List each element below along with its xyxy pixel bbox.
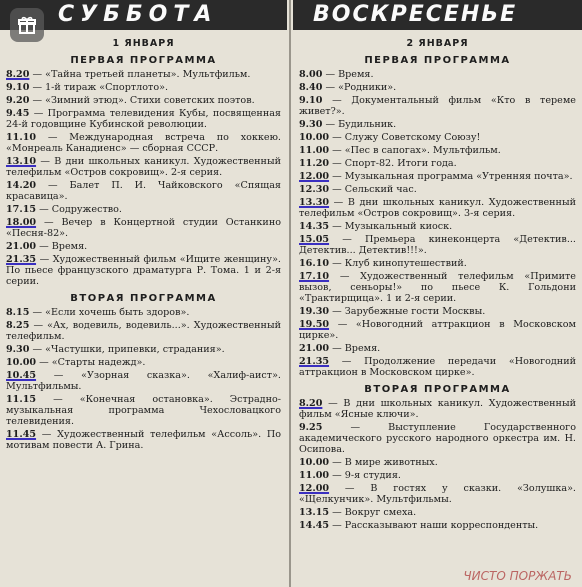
schedule-entry — [6, 95, 281, 106]
entry-description: — «Конечная остановка». Эстрадно-музыкальная программа Чехословацкого телевидения. — [6, 394, 281, 427]
program-list — [293, 69, 582, 378]
day-banner: СУББОТА — [0, 0, 287, 30]
entry-description: — В гостях у сказки. «Золушка». «Щелкунчик». Мультфильмы. — [299, 483, 576, 505]
entry-description: — Выступление Государственного академического русского народного оркестра им. Н. Осипова. — [299, 422, 576, 455]
entry-time: 13.15 — [299, 507, 330, 518]
entry-time: 9.25 — [299, 422, 323, 433]
entry-time: 9.30 — [6, 344, 30, 355]
entry-description: — Время. — [332, 343, 381, 354]
entry-time: 10.00 — [299, 457, 330, 468]
entry-time: 9.30 — [299, 119, 323, 130]
program-heading: ПЕРВАЯ ПРОГРАММА — [70, 55, 217, 66]
entry-time: 13.30 — [299, 197, 330, 208]
schedule-entry — [6, 320, 281, 342]
entry-time: 8.20 — [6, 69, 30, 80]
schedule-entry — [299, 507, 576, 518]
entry-description: — Сельский час. — [332, 184, 417, 195]
entry-description: — В дни школьных каникул. Художественный фильм «Ясные ключи». — [299, 398, 576, 420]
entry-time: 12.00 — [299, 483, 330, 494]
schedule-entry — [299, 197, 576, 219]
watermark: ЧИСТО ПОРЖАТЬ — [463, 569, 572, 583]
entry-description: — Продолжение передачи «Новогодний аттракцион в Московском цирке». — [299, 356, 576, 378]
program-list — [293, 398, 582, 531]
entry-description: — Международная встреча по хоккею. «Монреаль Канадиенс» — сборная СССР. — [6, 132, 281, 154]
schedule-entry — [299, 483, 576, 505]
saturday-column — [0, 0, 287, 587]
entry-time: 9.45 — [6, 108, 30, 119]
schedule-entry — [299, 119, 576, 130]
entry-time: 17.10 — [299, 271, 330, 282]
schedule-entry — [6, 241, 281, 252]
entry-time: 14.20 — [6, 180, 37, 191]
entry-description: — Музыкальная программа «Утренняя почта». — [332, 171, 573, 182]
schedule-entry — [299, 343, 576, 354]
entry-time: 11.00 — [299, 145, 330, 156]
schedule-entry — [299, 158, 576, 169]
schedule-entry — [299, 422, 576, 455]
entry-description: — Будильник. — [325, 119, 397, 130]
schedule-entry — [299, 184, 576, 195]
entry-time: 12.30 — [299, 184, 330, 195]
entry-description: — 9-я студия. — [332, 470, 401, 481]
entry-time: 14.35 — [299, 221, 330, 232]
entry-description: — Вечер в Концертной студии Останкино «Песня-82». — [6, 217, 281, 239]
schedule-entry — [6, 82, 281, 93]
entry-description: — Документальный фильм «Кто в тереме живет?». — [299, 95, 576, 117]
entry-description: — Спорт-82. Итоги года. — [332, 158, 457, 169]
entry-description: — Вокруг смеха. — [332, 507, 417, 518]
schedule-entry — [299, 398, 576, 420]
entry-time: 21.35 — [299, 356, 330, 367]
entry-time: 11.45 — [6, 429, 37, 440]
entry-time: 10.45 — [6, 370, 37, 381]
schedule-entry — [299, 258, 576, 269]
date-heading: 2 ЯНВАРЯ — [406, 38, 469, 49]
entry-description: — Клуб кинопутешествий. — [332, 258, 467, 269]
entry-time: 9.20 — [6, 95, 30, 106]
entry-description: — В дни школьных каникул. Художественный телефильм «Остров сокровищ». 2-я серия. — [6, 156, 281, 178]
entry-description: — «Новогодний аттракцион в Московском цирке». — [299, 319, 576, 341]
column-divider — [289, 0, 291, 587]
entry-time: 8.25 — [6, 320, 30, 331]
schedule-entry — [6, 69, 281, 80]
program-heading: ПЕРВАЯ ПРОГРАММА — [364, 55, 511, 66]
entry-time: 8.40 — [299, 82, 323, 93]
entry-description: — Художественный фильм «Ищите женщину». По пьесе французского драматурга Р. Тома. 1 и 2-я серии. — [6, 254, 281, 287]
entry-description: — 1-й тираж «Спортлото». — [32, 82, 169, 93]
entry-description: — «Ах, водевиль, водевиль...». Художественный телефильм. — [6, 320, 281, 342]
entry-description: — Время. — [325, 69, 374, 80]
schedule-entry — [299, 82, 576, 93]
entry-time: 21.00 — [299, 343, 330, 354]
entry-time: 17.15 — [6, 204, 37, 215]
schedule-entry — [299, 145, 576, 156]
program-list — [0, 307, 287, 451]
day-banner: ВОСКРЕСЕНЬЕ — [293, 0, 582, 30]
schedule-entry — [299, 356, 576, 378]
entry-description: — «Узорная сказка». «Халиф-аист». Мультфильмы. — [6, 370, 281, 392]
entry-time: 16.10 — [299, 258, 330, 269]
schedule-entry — [6, 307, 281, 318]
schedule-entry — [299, 457, 576, 468]
entry-time: 15.05 — [299, 234, 330, 245]
date-heading: 1 ЯНВАРЯ — [112, 38, 175, 49]
schedule-entry — [6, 108, 281, 130]
entry-time: 11.00 — [299, 470, 330, 481]
schedule-entry — [299, 69, 576, 80]
entry-description: — Рассказывают наши корреспонденты. — [332, 520, 539, 531]
schedule-entry — [6, 370, 281, 392]
entry-description: — «Если хочешь быть здоров». — [32, 307, 190, 318]
entry-description: — В дни школьных каникул. Художественный телефильм «Остров сокровищ». 3-я серия. — [299, 197, 576, 219]
entry-description: — «Пес в сапогах». Мультфильм. — [332, 145, 501, 156]
schedule-entry — [6, 344, 281, 355]
schedule-entry — [6, 180, 281, 202]
schedule-entry — [6, 132, 281, 154]
schedule-entry — [299, 306, 576, 317]
entry-description: — «Зимний этюд». Стихи советских поэтов. — [32, 95, 255, 106]
schedule-entry — [299, 95, 576, 117]
entry-time: 10.00 — [299, 132, 330, 143]
schedule-entry — [6, 357, 281, 368]
program-heading: ВТОРАЯ ПРОГРАММА — [70, 293, 217, 304]
entry-time: 9.10 — [299, 95, 323, 106]
schedule-entry — [299, 520, 576, 531]
entry-time: 8.00 — [299, 69, 323, 80]
entry-time: 11.10 — [6, 132, 37, 143]
schedule-entry — [6, 156, 281, 178]
entry-description: — Содружество. — [39, 204, 122, 215]
schedule-entry — [299, 470, 576, 481]
schedule-entry — [299, 221, 576, 232]
sunday-column — [293, 0, 582, 587]
entry-description: — «Старты надежд». — [39, 357, 146, 368]
gift-icon[interactable] — [10, 8, 44, 42]
entry-time: 9.10 — [6, 82, 30, 93]
entry-time: 10.00 — [6, 357, 37, 368]
entry-time: 8.20 — [299, 398, 323, 409]
schedule-entry — [299, 171, 576, 182]
entry-time: 19.50 — [299, 319, 330, 330]
entry-description: — Служу Советскому Союзу! — [332, 132, 481, 143]
entry-description: — «Родники». — [325, 82, 397, 93]
program-heading: ВТОРАЯ ПРОГРАММА — [364, 384, 511, 395]
entry-time: 12.00 — [299, 171, 330, 182]
entry-time: 11.15 — [6, 394, 37, 405]
entry-time: 13.10 — [6, 156, 37, 167]
entry-description: — «Частушки, припевки, страдания». — [32, 344, 225, 355]
schedule-entry — [6, 429, 281, 451]
schedule-entry — [6, 204, 281, 215]
entry-time: 14.45 — [299, 520, 330, 531]
entry-description: — Зарубежные гости Москвы. — [332, 306, 486, 317]
entry-time: 21.35 — [6, 254, 37, 265]
entry-description: — Программа телевидения Кубы, посвященная 24-й годовщине Кубинской революции. — [6, 108, 281, 130]
schedule-entry — [299, 271, 576, 304]
entry-description: — Балет П. И. Чайковского «Спящая красавица». — [6, 180, 281, 202]
schedule-entry — [299, 132, 576, 143]
entry-time: 11.20 — [299, 158, 330, 169]
entry-time: 8.15 — [6, 307, 30, 318]
entry-description: — Художественный телефильм «Ассоль». По мотивам повести А. Грина. — [6, 429, 281, 451]
entry-description: — Музыкальный киоск. — [332, 221, 453, 232]
entry-time: 19.30 — [299, 306, 330, 317]
entry-time: 21.00 — [6, 241, 37, 252]
schedule-entry — [299, 319, 576, 341]
program-list — [0, 69, 287, 287]
entry-description: — Премьера кинеконцерта «Детектив... Детектив... Детектив!!!». — [299, 234, 576, 256]
entry-description: — «Тайна третьей планеты». Мультфильм. — [32, 69, 251, 80]
entry-description: — В мире животных. — [332, 457, 438, 468]
entry-time: 18.00 — [6, 217, 37, 228]
schedule-entry — [6, 254, 281, 287]
schedule-entry — [6, 394, 281, 427]
entry-description: — Художественный телефильм «Примите вызов, сеньоры!» по пьесе К. Гольдони «Трактирщица». 1 и 2-я серии. — [299, 271, 576, 304]
entry-description: — Время. — [39, 241, 88, 252]
schedule-entry — [299, 234, 576, 256]
schedule-entry — [6, 217, 281, 239]
